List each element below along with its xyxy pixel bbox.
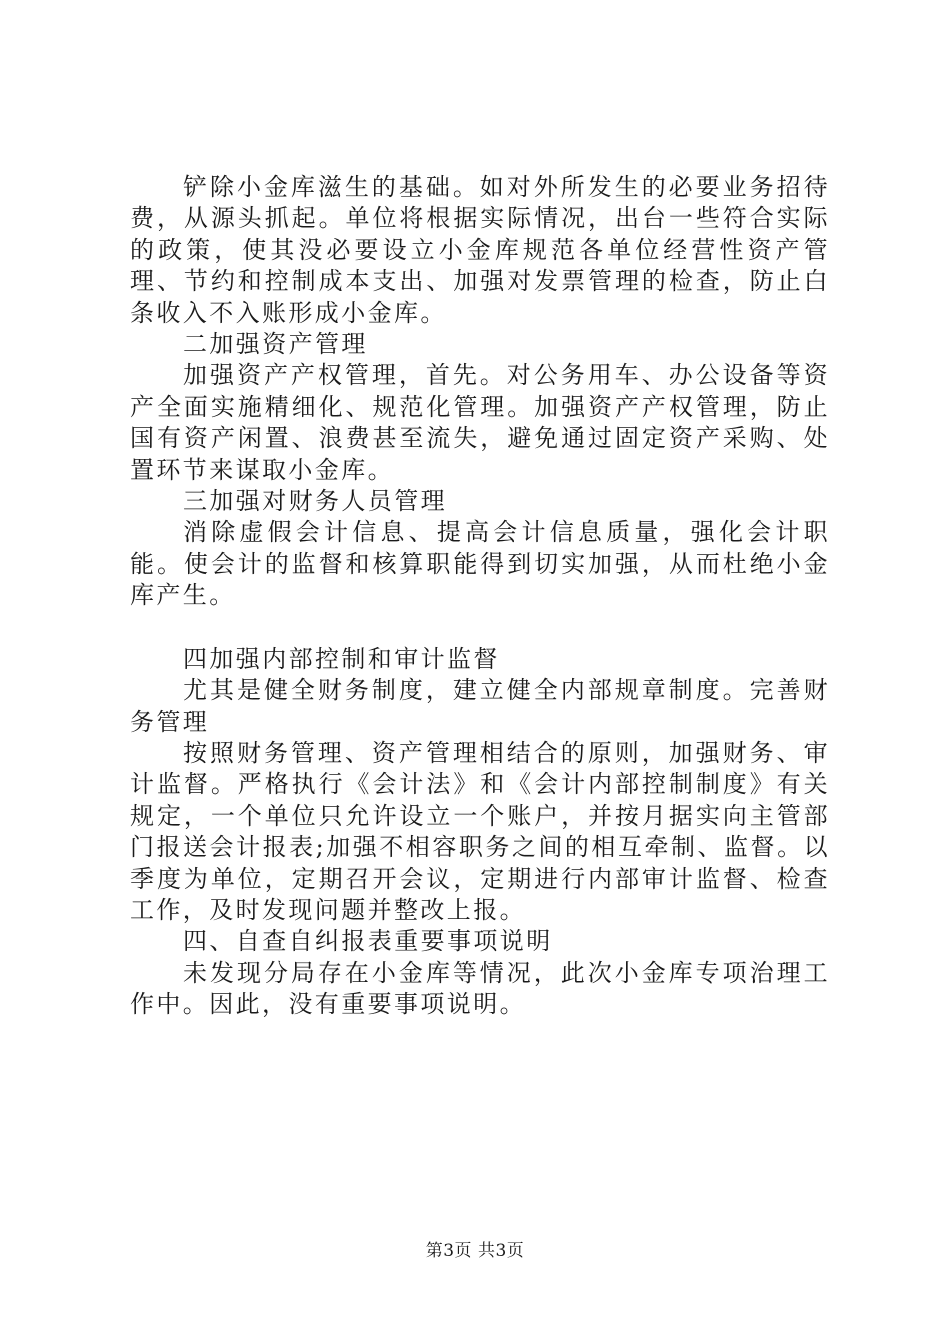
heading-internal-control: 四加强内部控制和审计监督 — [183, 644, 500, 673]
heading-asset-management: 二加强资产管理 — [183, 330, 368, 359]
paragraph-intro: 铲除小金库滋生的基础。如对外所发生的必要业务招待费，从源头抓起。单位将根据实际情况，出台一些符合实际的政策，使其没必要设立小金库规范各单位经营性资产管理、节约和控制成本支出、加强对发票管理的检查，防止白条收入不入账形成小金库。 — [130, 173, 830, 327]
page-number-footer: 第3页 共3页 — [425, 1241, 525, 1261]
paragraph-spacer — [130, 612, 830, 644]
paragraph-asset-management: 加强资产产权管理，首先。对公务用车、办公设备等资产全面实施精细化、规范化管理。加强资产产权管理，防止国有资产闲置、浪费甚至流失，避免通过固定资产采购、处置环节来谋取小金库。 — [130, 361, 830, 484]
paragraph-self-inspection: 未发现分局存在小金库等情况，此次小金库专项治理工作中。因此，没有重要事项说明。 — [130, 958, 830, 1019]
paragraph-internal-control-1: 尤其是健全财务制度，建立健全内部规章制度。完善财务管理 — [130, 676, 830, 736]
paragraph-finance-staff: 消除虚假会计信息、提高会计信息质量，强化会计职能。使会计的监督和核算职能得到切实加强，从而杜绝小金库产生。 — [130, 518, 830, 610]
heading-self-inspection: 四、自查自纠报表重要事项说明 — [183, 927, 553, 956]
document-body — [130, 172, 830, 1021]
heading-finance-staff: 三加强对财务人员管理 — [183, 487, 447, 516]
paragraph-internal-control-2: 按照财务管理、资产管理相结合的原则，加强财务、审计监督。严格执行《会计法》和《会计内部控制制度》有关规定，一个单位只允许设立一个账户，并按月据实向主管部门报送会计报表;加强不相容职务之间的相互牵制、监督。以季度为单位，定期召开会议，定期进行内部审计监督、检查工作，及时发现问题并整改上报。 — [130, 738, 830, 924]
